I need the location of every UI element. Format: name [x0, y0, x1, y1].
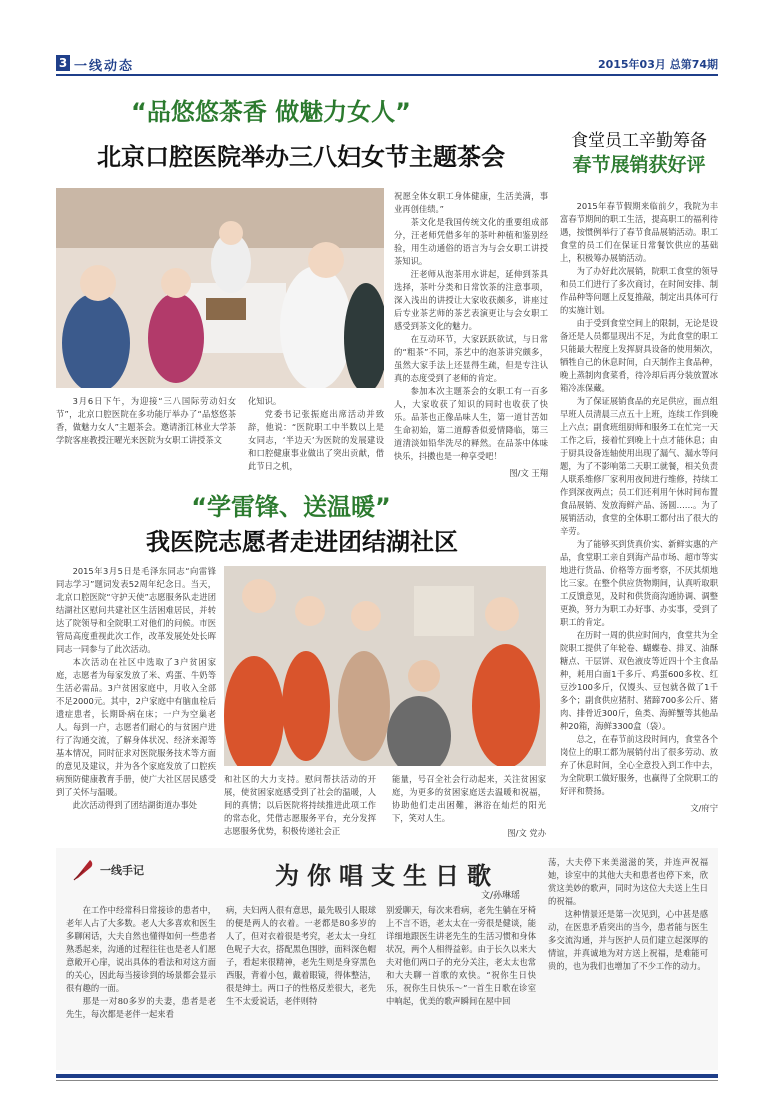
page-header	[56, 52, 718, 74]
paragraph: 那是一对80多岁的夫妻，患者是老先生，每次都是老伴一起来看	[66, 996, 216, 1019]
essay-column-3	[386, 904, 536, 1008]
paragraph: 病，夫妇两人很有意思，最先吸引人眼球的便是两人的衣着。一老都是80多岁的人了，但对衣着很是考究，老太太一身红色呢子大衣，搭配黑色围脖，面料深色帽子，看起来很精神，老先生则是身穿黑色西服，背着小包，戴着眼镜，得体整洁，很是绅士。两口子的性格反差很大，老先生不太爱说话，老伴则特	[226, 905, 376, 1006]
header-rule	[56, 74, 718, 76]
volunteer-photo-illustration	[224, 566, 546, 766]
sidebar-body	[560, 200, 718, 814]
article2-column-1	[56, 565, 216, 812]
essay-column-label: 一线手记	[100, 864, 144, 877]
caption-paragraph: 3月6日下午，为迎接“三八国际劳动妇女节”，北京口腔医院在多功能厅举办了“品悠悠茶香，做魅力女人”主题茶会。邀请浙江林业大学茶学院客座教授汪曜光来医院为女职工讲授茶文	[56, 396, 236, 445]
paragraph: 别爱聊天，每次来看病，老先生躺在牙椅上不言不语，老太太在一旁很是健谈，能详细地跟医生讲老先生的生活习惯和身体状况，两个人相得益彰。由于长久以来大夫对他们两口子的充分关注，老太太也常和大夫聊一首歌的欢快。“祝你生日快乐，祝你生日快乐～”一首生日歌在诊室中响起，优美的歌声瞬间在屋中回	[386, 905, 536, 1006]
article2-byline: 图/文 党办	[507, 828, 546, 838]
paragraph: 2015年3月5日是毛泽东同志“向雷锋同志学习”题词发表52周年纪念日。当天，北京口腔医院“守护天使”志愿服务队走进团结湖社区慰问共建社区生活困难居民，并转达了院领导和全院职工对他们的问候。市医管局高度重视此次工作，改革发展处处长晖同志一同参与了此次活动。	[56, 566, 216, 654]
article2-headline-green: “学雷锋、送温暖”	[191, 493, 391, 521]
paragraph: 党委书记张振庭出席活动并致辞，他说：“医院职工中半数以上是女同志，‘半边天’为医院的发展建设和口腔健康事业做出了突出贡献，借此节日之机，	[248, 409, 384, 471]
paragraph: 由于受到食堂空间上的限制，无论是设备还是人员都显现出不足，为此食堂的职工只能最大程度上发挥厨具设备的使用频次，牺牲自己的休息时间，白天制作主食品种，晚上蒸制肉食菜肴，待冷却后再分装放置冰箱冷冻保藏。	[560, 318, 718, 393]
article1-caption	[56, 395, 236, 447]
paragraph: 能量，号召全社会行动起来，关注贫困家庭，为更多的贫困家庭送去温暖和祝福，协助他们走出困難，淋浴在灿烂的阳光下，笑对人生。	[392, 774, 546, 823]
article1-byline: 图/文 王翔	[509, 468, 548, 478]
paragraph: 本次活动在社区中选取了3户贫困家庭，志愿者为每家发放了米、鸡蛋、牛奶等生活必需品。3户贫困家庭中，月收入全部不足2000元。其中，2户家庭中有脑血栓后遗症患者，长期卧病在床；一户为空巢老人。每到一户，志愿者们耐心的与贫困户进行了沟通交流，了解身体状况、经济来源等基本情况，同时征求对医院服务技术等方面的意见及建议，并为各个家庭发放了口腔疾病预防健康教育手册，使广大社区居民感受到了关怀与温暖。	[56, 657, 216, 797]
paragraph: 参加本次主题茶会的女职工有一百多人，大家收获了知识的同时也收获了快乐。品茶也正像品味人生，第一道甘苦如生命初始，第二道醇香似爱情降临，第三道清淡如铅华洗尽的释然。在品茶中体味快乐，抖擞也是一种享受吧！	[394, 386, 548, 461]
essay-title: 为你唱支生日歌	[275, 861, 499, 890]
essay-box	[56, 848, 718, 1070]
paragraph: 祝愿全体女职工身体健康，生活美满，事业再创佳绩。”	[394, 191, 548, 214]
issue-info: 2015年03月 总第74期	[597, 58, 718, 71]
article1-column-3	[394, 190, 548, 479]
paragraph: 总之，在春节前这段时间内，食堂各个岗位上的职工都为展销付出了很多劳动、放弃了休息时间，全心全意投入到工作中去，为全院职工做好服务，也赢得了全院职工的好评和赞扬。	[560, 734, 718, 796]
paragraph: 汪老师从泡茶用水讲起，延伸到茶具选择，茶叶分类和日常饮茶的注意事项，深入浅出的讲授让大家收获颇多，讲座过后专业茶艺师的茶艺表演更让与会女职工感受到茶文化的魅力。	[394, 269, 548, 331]
paragraph: 2015年春节假期来临前夕，我院为丰富春节期间的职工生活，提高职工的福利待遇，按惯例举行了春节食品展销活动。职工食堂的员工们在保证日常餐饮供应的基础上，积极筹办展销活动。	[560, 201, 718, 263]
paragraph: 在历时一周的供应时间内，食堂共为全院职工提供了年轮卷、蝴蝶卷、排叉、油酥糖点、干层饼、双色液皮等近四十个主食品种，耗用白面1千多斤、鸡蛋600多枚、红豆沙100多斤，仅馒头、豆包就各做了1千多个；副食供应猪肘、猪蹄700多公斤、猪肉、排骨近300斤，鱼类、海鲜蟹等其他品种20箱，海鲜3300盒（袋）。	[560, 630, 718, 731]
article1-column-2	[248, 395, 384, 473]
article1-headline-green: “品悠悠茶香 做魅力女人”	[131, 98, 411, 126]
article2-headline-black: 我医院志愿者走进团结湖社区	[146, 528, 458, 556]
paragraph: 为了办好此次展销，院职工食堂的领导和员工们进行了多次商讨，在时间安排、制作品种等问题上反复推敲，制定出具体可行的实施计划。	[560, 266, 718, 315]
page-number-badge: 3	[56, 55, 70, 71]
sidebar-title-line2: 春节展销获好评	[572, 154, 706, 176]
paragraph: 和社区的大力支持。慰问帮扶活动的开展，使贫困家庭感受到了社会的温暖，人间的真情；以后医院将持续推进此项工作的常态化，凭借志愿服务平台，充分发挥志愿服务优势，积极传递社会正	[224, 774, 376, 836]
essay-column-4	[548, 856, 708, 973]
paragraph: 化知识。	[248, 396, 282, 406]
footer-rule-thick	[56, 1074, 718, 1078]
tea-party-photo	[56, 188, 384, 388]
paragraph: 在工作中经常科日常接诊的患者中，老年人占了大多数。老人大多喜欢和医生多聊闲话，大夫自然也懂得如何一些患者熟悉起来，沟通的过程往往也是老人们愿意敞开心扉，说出具体的看法和对这方面的关心，因此每当接诊到的场景都会显示很有趣的一面。	[66, 905, 216, 993]
sidebar-title-line1: 食堂员工辛勤筹备	[571, 131, 707, 151]
sidebar-byline: 文/府宁	[690, 803, 718, 813]
essay-column-2	[226, 904, 376, 1008]
paragraph: 在互动环节，大家跃跃欲试，与日常的“粗茶”不同，茶艺中的泡茶讲究颇多，虽然大家手法上还显得生疏，但是专注认真的态度受到了老师的肯定。	[394, 334, 548, 383]
paragraph: 这种情景还是第一次见到，心中甚是感动，在医患矛盾突出的当今，患者能与医生多交流沟通，并与医护人员们建立起深厚的情谊，并真诚地为对方送上祝福，是难能可贵的，也为我们也增加了不少工作的动力。	[548, 909, 708, 971]
section-title: 一线动态	[74, 59, 135, 74]
footer-rule-thin	[56, 1080, 718, 1081]
article2-column-2	[224, 773, 376, 838]
paragraph: 为了保证展销食品的充足供应，面点组早班人员清晨三点五十上班，连续工作到晚上六点；副食班组厨师和服务工在忙完一天工作之后，接着忙到晚上十点才能休息；由于厨具设备连轴使用出现了漏气、漏水等问题，为了不影响第二天职工就餐，相关负责人联系维修厂家利用夜间进行维修，持续工作到深夜两点；员工们还利用午休时间布置食品展销、发放海鲜产品、汤圆……。为了展销活动，食堂的全体职工都付出了很大的辛劳。	[560, 396, 718, 536]
article1-headline-black: 北京口腔医院举办三八妇女节主题茶会	[97, 143, 505, 171]
paragraph: 此次活动得到了团结湖街道办事处	[72, 800, 198, 810]
paragraph: 为了能够买到货真价实、新鲜实惠的产品，食堂职工亲自到海产品市场、超市等实地进行货品、价格等方面考察，不厌其烦地比三家。在整个供应货物期间，认真听取职工反馈意见，及时和供货商沟通协调、调整更换，努力为职工办好事、办实事，受到了职工的肯定。	[560, 539, 718, 627]
volunteer-photo	[224, 566, 546, 766]
paragraph: 荡，大夫停下来美滋滋的笑，并连声祝福她，诊室中的其他大夫和患者也停下来，欣赏这美妙的歌声，同时为这位大夫送上生日的祝福。	[548, 857, 708, 906]
paragraph: 茶文化是我国传统文化的重要组成部分，汪老师凭借多年的茶叶种植和鉴别经验，用生动通俗的语言为与会女职工讲授茶知识。	[394, 217, 548, 266]
article2-column-3	[392, 773, 546, 839]
essay-byline: 文/孙琳瑶	[481, 891, 521, 901]
tea-party-photo-illustration	[56, 188, 384, 388]
essay-column-1	[66, 904, 216, 1021]
